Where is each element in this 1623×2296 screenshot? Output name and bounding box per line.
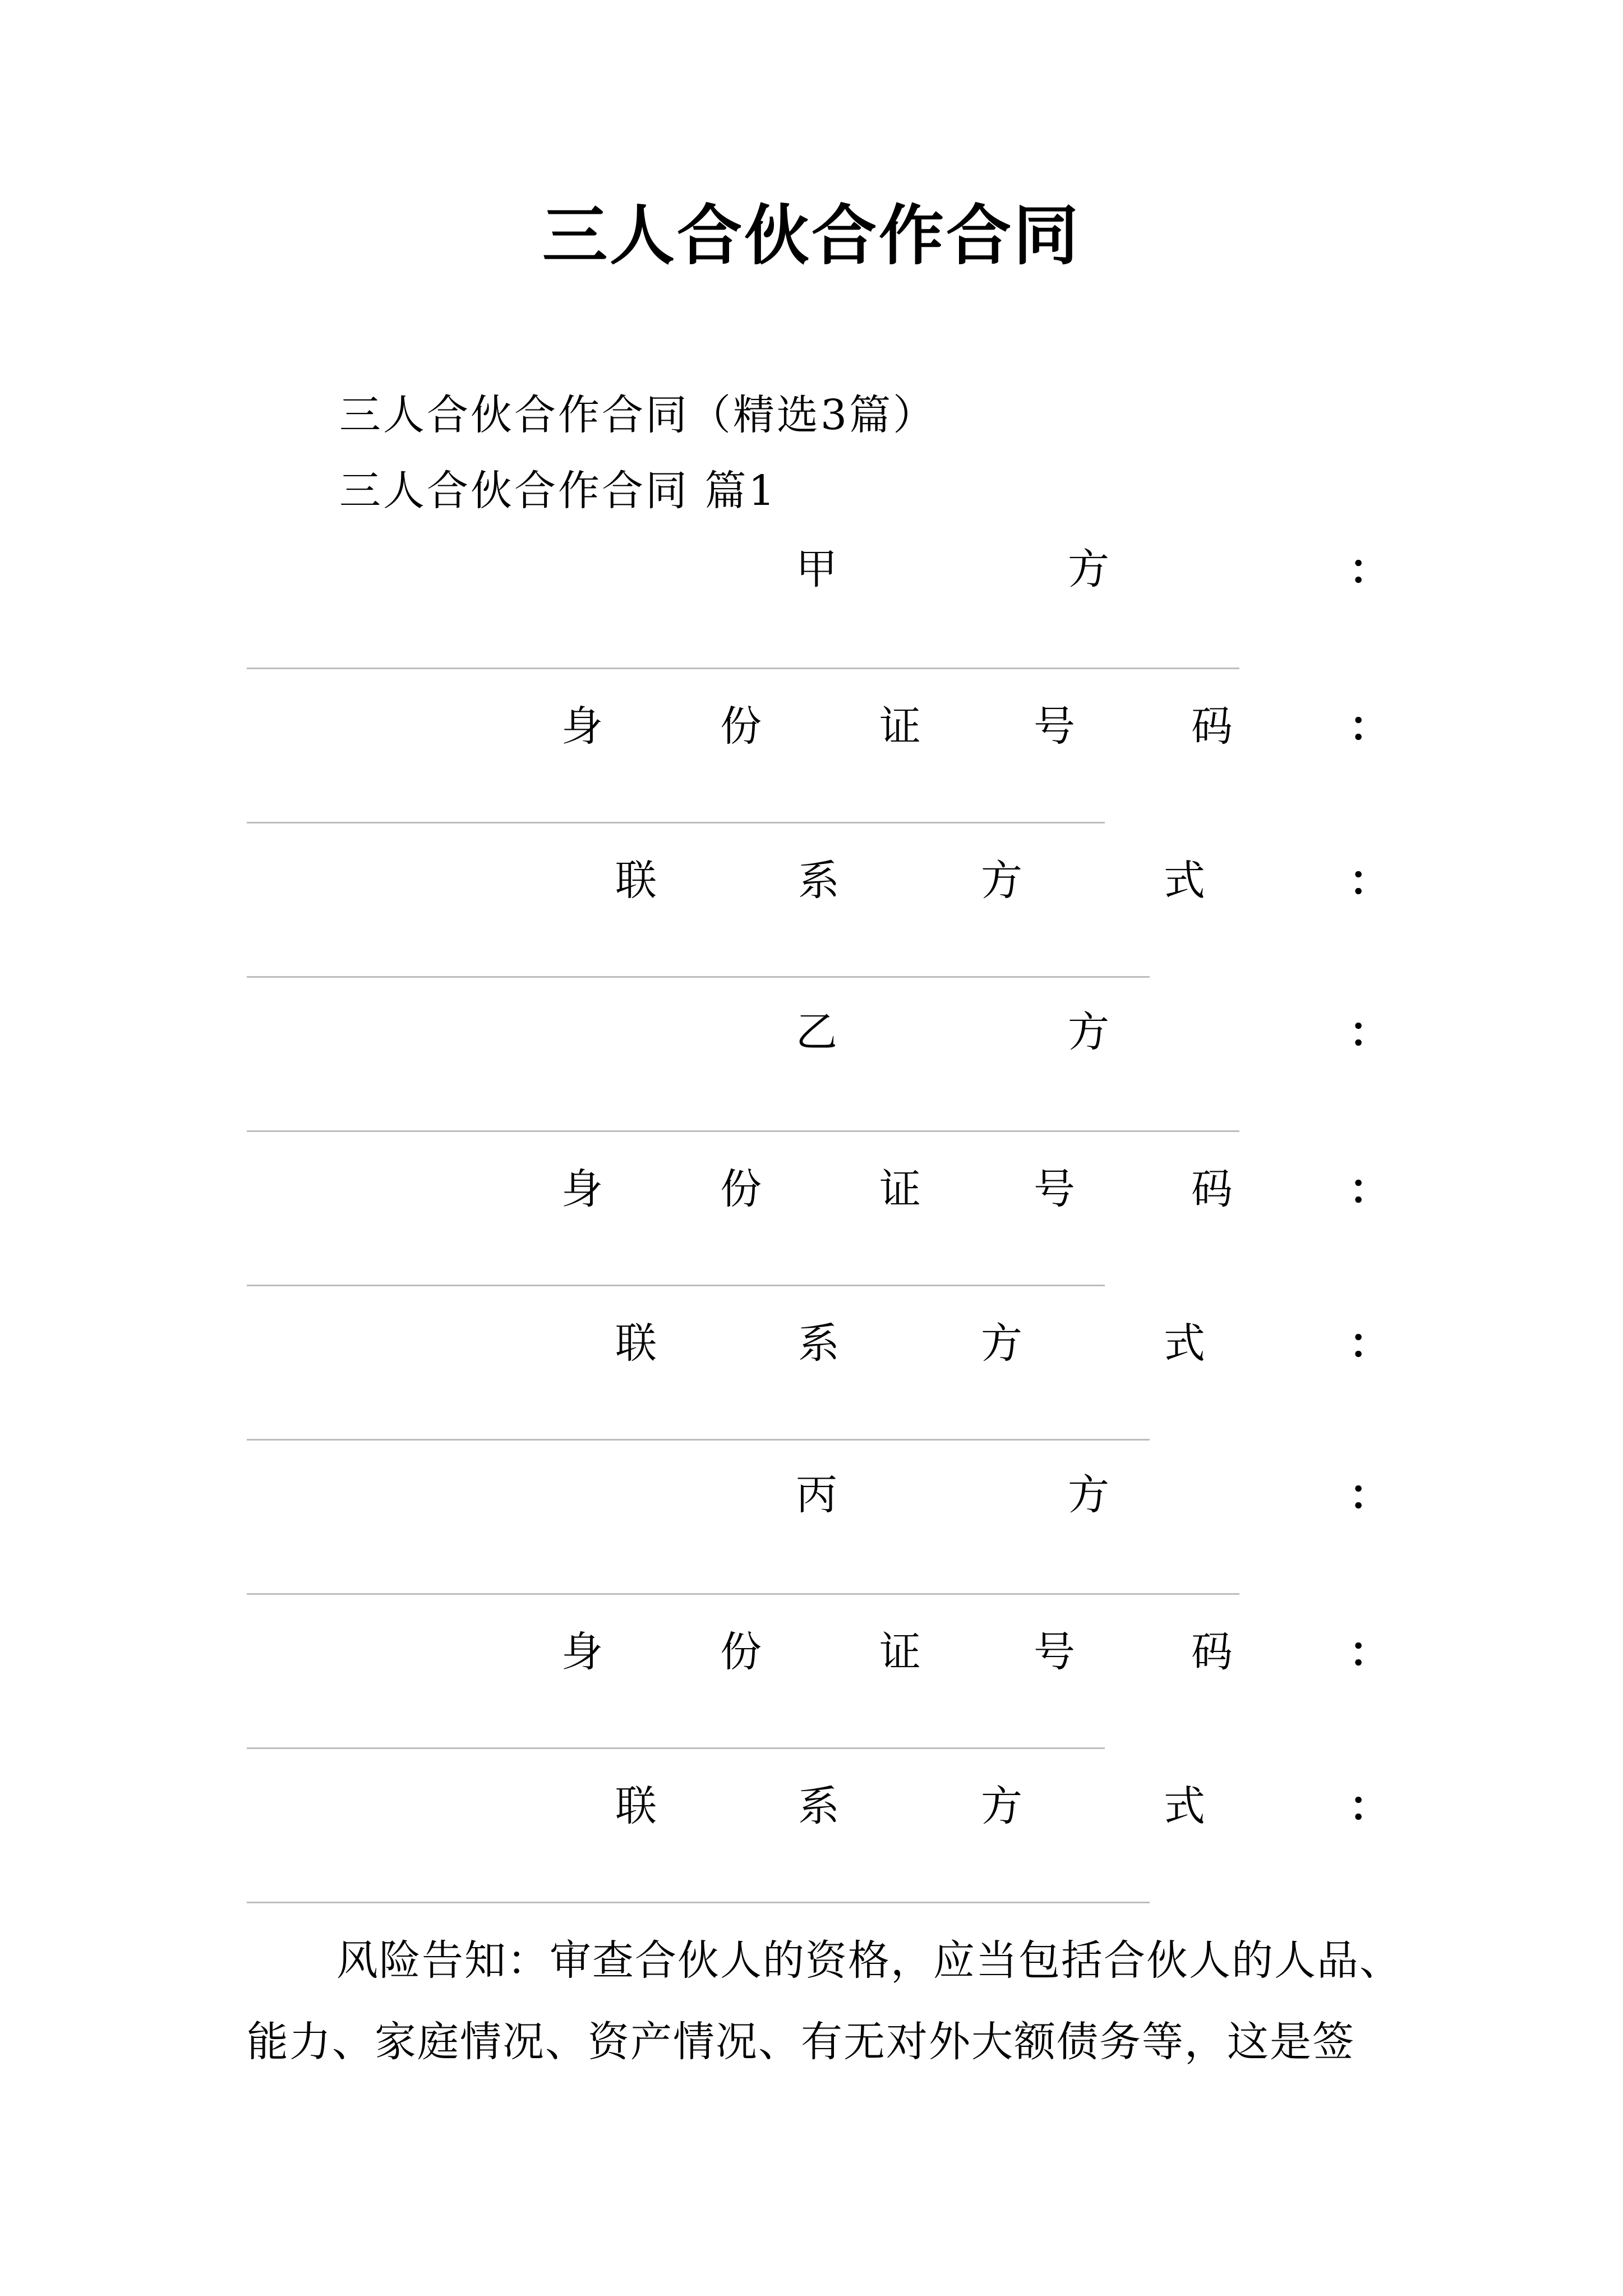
field-label-char: 系 [798, 857, 840, 905]
field-colon: ： [1349, 1165, 1390, 1213]
field-label-char: 号 [1034, 1628, 1075, 1676]
field-label-char: 号 [1034, 702, 1075, 751]
field-label-char: 份 [720, 1628, 762, 1676]
blank-line[interactable] [247, 1439, 1150, 1441]
risk-notice-line-2: 能力、家庭情况、资产情况、有无对外大额债务等，这是签 [247, 2018, 1355, 2066]
field-label-char: 式 [1164, 857, 1205, 905]
field-label-char: 身 [561, 1165, 603, 1213]
field-label-char: 证 [879, 1165, 921, 1213]
field-label-char: 式 [1164, 1319, 1205, 1368]
collection-heading: 三人合伙合作合同（精选3篇） [339, 391, 937, 439]
field-label-char: 方 [981, 1319, 1022, 1368]
field-colon: ： [1349, 857, 1390, 905]
blank-line[interactable] [247, 1747, 1105, 1749]
field-label-char: 式 [1164, 1782, 1205, 1830]
field-label-char: 证 [879, 1628, 921, 1676]
blank-line[interactable] [247, 1285, 1105, 1286]
field-label-char: 码 [1191, 1628, 1233, 1676]
field-colon: ： [1349, 1471, 1390, 1519]
field-colon: ： [1349, 1008, 1390, 1056]
blank-line[interactable] [247, 1593, 1239, 1595]
field-label-char: 联 [615, 1782, 657, 1830]
field-label-char: 份 [720, 702, 762, 751]
article-heading: 三人合伙合作合同 篇1 [339, 467, 777, 515]
field-label-char: 方 [981, 857, 1022, 905]
field-label-char: 身 [561, 702, 603, 751]
field-label-char: 甲 [796, 545, 837, 593]
document-title: 三人合伙合作合同 [542, 197, 1081, 274]
field-colon: ： [1349, 702, 1390, 751]
field-colon: ： [1349, 545, 1390, 593]
blank-line[interactable] [247, 1130, 1239, 1132]
field-colon: ： [1349, 1782, 1390, 1830]
field-label-char: 证 [879, 702, 921, 751]
field-label-char: 丙 [796, 1471, 837, 1519]
risk-notice-line-1: 风险告知：审查合伙人的资格，应当包括合伙人的人品、 [336, 1936, 1402, 1985]
field-label-char: 方 [981, 1782, 1022, 1830]
field-label-char: 联 [615, 857, 657, 905]
field-colon: ： [1349, 1319, 1390, 1368]
blank-line[interactable] [247, 1902, 1150, 1903]
field-label-char: 身 [561, 1628, 603, 1676]
field-label-char: 方 [1068, 545, 1109, 593]
field-label-char: 份 [720, 1165, 762, 1213]
field-label-char: 系 [798, 1319, 840, 1368]
field-label-char: 联 [615, 1319, 657, 1368]
field-label-char: 系 [798, 1782, 840, 1830]
field-label-char: 码 [1191, 702, 1233, 751]
field-label-char: 乙 [796, 1008, 837, 1056]
field-label-char: 号 [1034, 1165, 1075, 1213]
field-label-char: 方 [1068, 1008, 1109, 1056]
field-colon: ： [1349, 1628, 1390, 1676]
field-label-char: 方 [1068, 1471, 1109, 1519]
field-label-char: 码 [1191, 1165, 1233, 1213]
blank-line[interactable] [247, 822, 1105, 823]
blank-line[interactable] [247, 976, 1150, 978]
blank-line[interactable] [247, 668, 1239, 669]
